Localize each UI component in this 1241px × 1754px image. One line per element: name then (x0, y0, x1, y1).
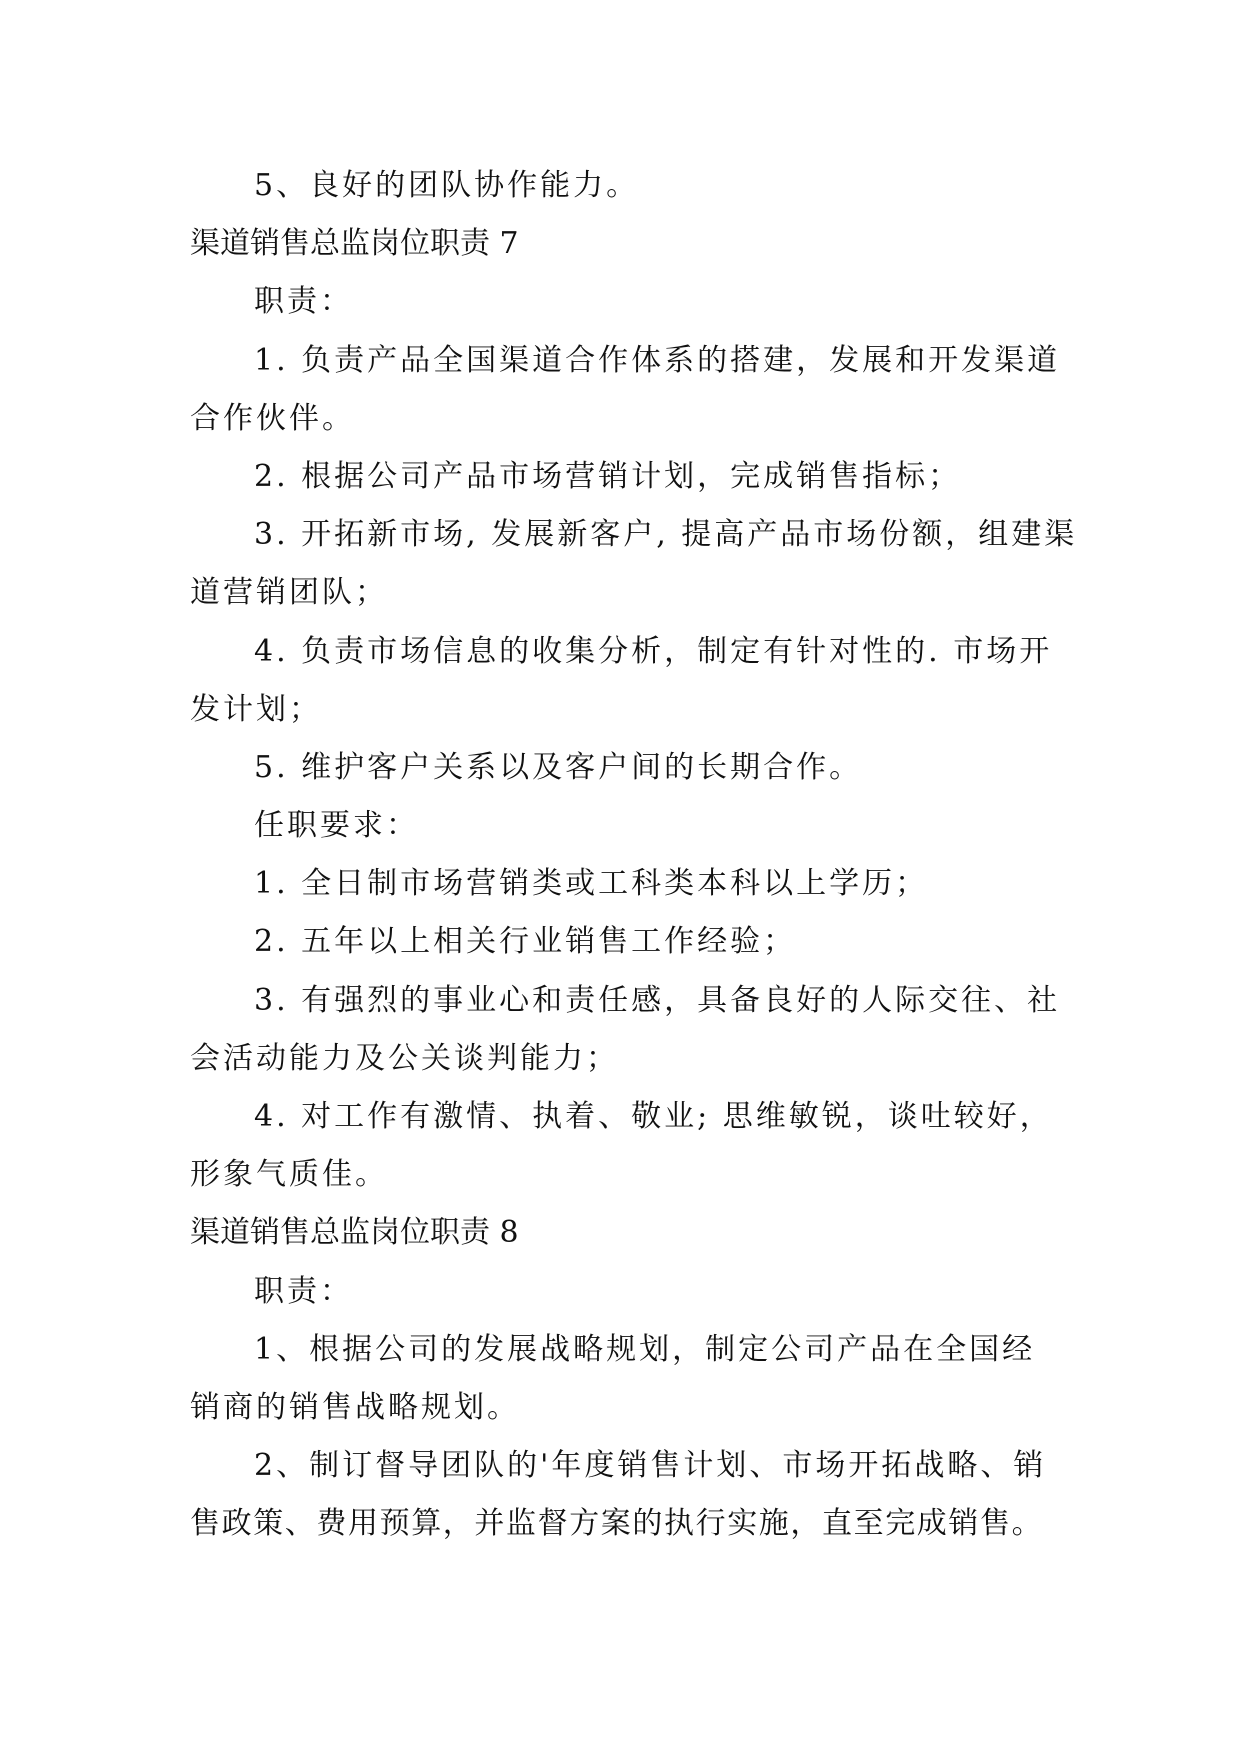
paragraph-line: 1. 负责产品全国渠道合作体系的搭建，发展和开发渠道 (254, 342, 1061, 378)
paragraph-line: 会活动能力及公关谈判能力； (190, 1040, 619, 1076)
paragraph-line: 发计划； (190, 691, 322, 727)
paragraph-line: 道营销团队； (190, 575, 388, 611)
document-body (190, 157, 1078, 1554)
paragraph-line: 2. 根据公司产品市场营销计划，完成销售指标； (254, 458, 962, 494)
subheading-requirements: 任职要求： (254, 808, 419, 844)
paragraph-line: 销商的销售战略规划。 (190, 1389, 520, 1425)
paragraph-line: 3. 开拓新市场, 发展新客户, 提高产品市场份额，组建渠 (254, 517, 1078, 553)
section-heading-7: 渠道销售总监岗位职责 7 (190, 226, 519, 262)
paragraph-line: 1、根据公司的发展战略规划，制定公司产品在全国经 (254, 1331, 1036, 1367)
paragraph-line: 2、制订督导团队的'年度销售计划、市场开拓战略、销 (254, 1448, 1047, 1484)
subheading-duties: 职责： (254, 284, 353, 320)
paragraph-line: 3. 有强烈的事业心和责任感，具备良好的人际交往、社 (254, 982, 1061, 1018)
paragraph-line: 5、良好的团队协作能力。 (254, 168, 640, 203)
paragraph-line: 形象气质佳。 (190, 1157, 388, 1193)
paragraph-line: 1. 全日制市场营销类或工科类本科以上学历； (254, 866, 929, 902)
paragraph-line: 4. 对工作有激情、执着、敬业; 思维敏锐，谈吐较好， (254, 1099, 1053, 1134)
section-heading-8: 渠道销售总监岗位职责 8 (190, 1215, 519, 1251)
paragraph-line: 合作伙伴。 (190, 400, 355, 436)
paragraph-line: 售政策、费用预算，并监督方案的执行实施，直至完成销售。 (190, 1506, 1044, 1542)
paragraph-line: 2. 五年以上相关行业销售工作经验； (254, 924, 797, 960)
paragraph-line: 4. 负责市场信息的收集分析，制定有针对性的. 市场开 (254, 633, 1053, 669)
subheading-duties: 职责： (254, 1273, 353, 1309)
paragraph-line: 5. 维护客户关系以及客户间的长期合作。 (254, 749, 863, 785)
